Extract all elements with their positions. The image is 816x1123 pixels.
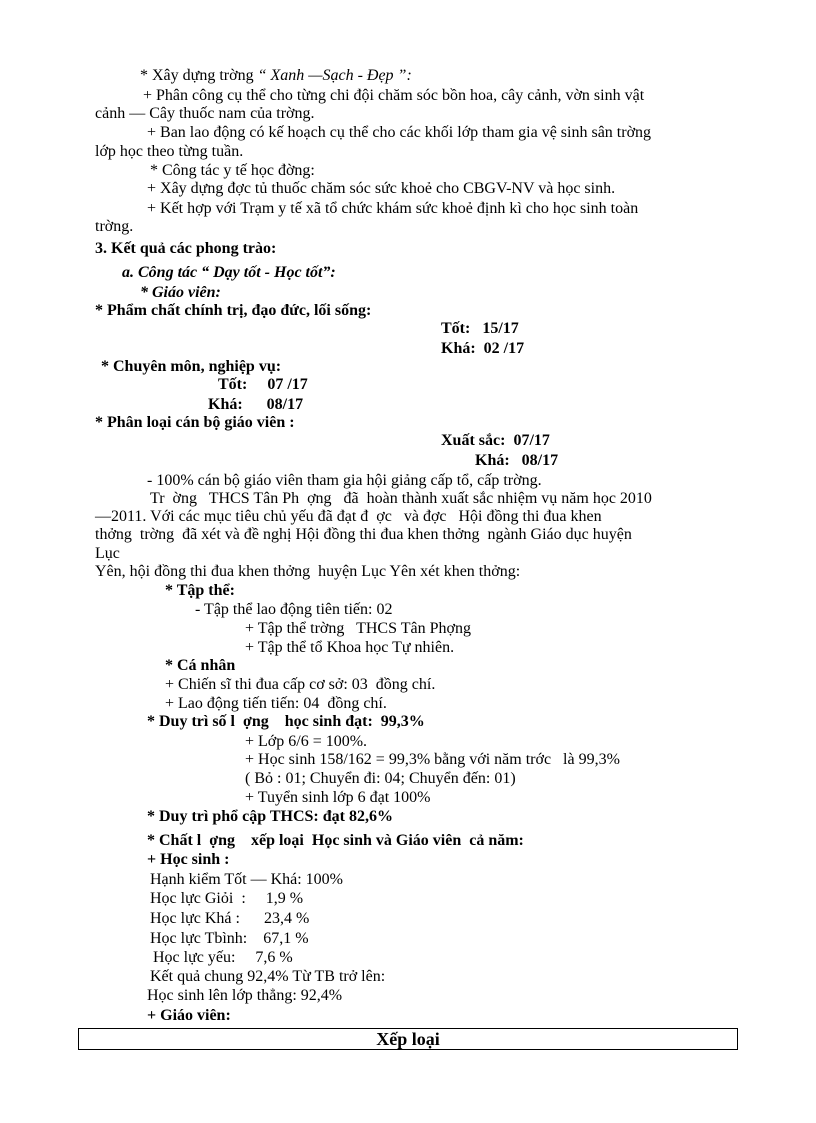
assign-line-1: + Phân công cụ thể cho từng chi đội chăm sóc bồn hoa, cây cảnh, vờn sinh vật: [143, 87, 645, 104]
classification-excellent: Xuất sắc: 07/17: [441, 432, 550, 449]
conduct-line: Hạnh kiểm Tốt — Khá: 100%: [150, 871, 344, 888]
labor-line-2: lớp học theo từng tuần.: [95, 143, 244, 160]
green-school-slogan: “ Xanh —Sạch - Đẹp ”:: [257, 67, 412, 84]
individual-item-2: + Lao động tiến tiến: 04 đồng chí.: [165, 695, 387, 712]
green-school-prefix: * Xây dựng trờng: [140, 67, 258, 84]
collective-item: - Tập thể lao động tiên tiến: 02: [195, 601, 393, 618]
quality-heading: * Chất l ợng xếp loại Học sinh và Giáo viên cả năm:: [147, 832, 524, 849]
classification-heading: * Phân loại cán bộ giáo viên :: [95, 414, 295, 431]
dropouts-line: ( Bỏ : 01; Chuyển đi: 04; Chuyển đến: 01): [245, 770, 516, 787]
school-para-line-5: Yên, hội đồng thi đua khen thởng huyện Lục Yên xét khen thởng:: [95, 563, 521, 580]
promoted-line: Học sinh lên lớp thẳng: 92,4%: [147, 987, 343, 1004]
grade6-ratio: + Lớp 6/6 = 100%.: [245, 733, 368, 750]
students-ratio: + Học sinh 158/162 = 99,3% bằng với năm trớc là 99,3%: [245, 751, 620, 768]
table-header-label: Xếp loại: [376, 1029, 440, 1049]
universal-education-heading: * Duy trì phổ cập THCS: đạt 82,6%: [147, 808, 393, 825]
school-para-line-1: Tr ờng THCS Tân Ph ợng đã hoàn thành xuất sắc nhiệm vụ năm học 2010: [150, 490, 652, 507]
professional-good: Tốt: 07 /17: [218, 376, 308, 393]
school-para-line-3: thởng trờng đã xét và đề nghị Hội đồng thi đua khen thởng ngành Giáo dục huyện: [95, 526, 632, 543]
labor-line-1: + Ban lao động có kế hoạch cụ thể cho các khối lớp tham gia vệ sinh sân trờng: [147, 124, 652, 141]
school-para-line-2: —2011. Với các mục tiêu chủ yếu đã đạt đ ợc và đợc Hội đồng thi đua khen: [95, 508, 602, 525]
students-label: + Học sinh :: [147, 851, 230, 868]
teaching-movement-heading: a. Công tác “ Dạy tốt - Học tốt”:: [122, 264, 336, 281]
overall-result: Kết quả chung 92,4% Từ TB trở lên:: [150, 968, 386, 985]
seminar-line: - 100% cán bộ giáo viên tham gia hội giảng cấp tổ, cấp trờng.: [147, 472, 542, 489]
professional-fair: Khá: 08/17: [208, 396, 304, 413]
classification-table-header: [78, 1028, 738, 1050]
health-heading: * Công tác y tế học đờng:: [150, 162, 315, 179]
health-item-1: + Xây dựng đợc tủ thuốc chăm sóc sức khoẻ cho CBGV-NV và học sinh.: [147, 180, 616, 197]
professional-heading: * Chuyên môn, nghiệp vụ:: [101, 358, 282, 375]
individual-item-1: + Chiến sĩ thi đua cấp cơ sở: 03 đồng chí.: [165, 676, 436, 693]
ethics-good: Tốt: 15/17: [441, 320, 519, 337]
academic-fair: Học lực Khá : 23,4 %: [150, 910, 310, 927]
enrollment-line: + Tuyển sinh lớp 6 đạt 100%: [245, 789, 431, 806]
collective-sub-2: + Tập thể tổ Khoa học Tự nhiên.: [245, 639, 455, 656]
students-maintain-heading: * Duy trì số l ợng học sinh đạt: 99,3%: [147, 713, 425, 730]
teacher-label: * Giáo viên:: [140, 284, 221, 301]
results-heading: 3. Kết quả các phong trào:: [95, 240, 277, 257]
ethics-heading: * Phẩm chất chính trị, đạo đức, lối sống:: [95, 302, 372, 319]
individual-heading: * Cá nhân: [165, 657, 236, 674]
academic-weak: Học lực yếu: 7,6 %: [153, 949, 293, 966]
green-school-heading: [140, 67, 412, 85]
school-para-line-4: Lục: [95, 545, 120, 562]
academic-average: Học lực Tbình: 67,1 %: [150, 930, 309, 947]
health-item-2-line-2: trờng.: [95, 218, 134, 235]
assign-line-2: cảnh — Cây thuốc nam của trờng.: [95, 105, 315, 122]
collective-sub-1: + Tập thể trờng THCS Tân Phợng: [245, 620, 471, 637]
ethics-fair: Khá: 02 /17: [441, 340, 525, 357]
teachers-label: + Giáo viên:: [147, 1007, 231, 1024]
collective-heading: * Tập thể:: [165, 582, 235, 599]
classification-fair: Khá: 08/17: [475, 452, 559, 469]
health-item-2-line-1: + Kết hợp với Trạm y tế xã tổ chức khám sức khoẻ định kì cho học sinh toàn: [147, 200, 639, 217]
academic-good: Học lực Giỏi : 1,9 %: [150, 890, 304, 907]
